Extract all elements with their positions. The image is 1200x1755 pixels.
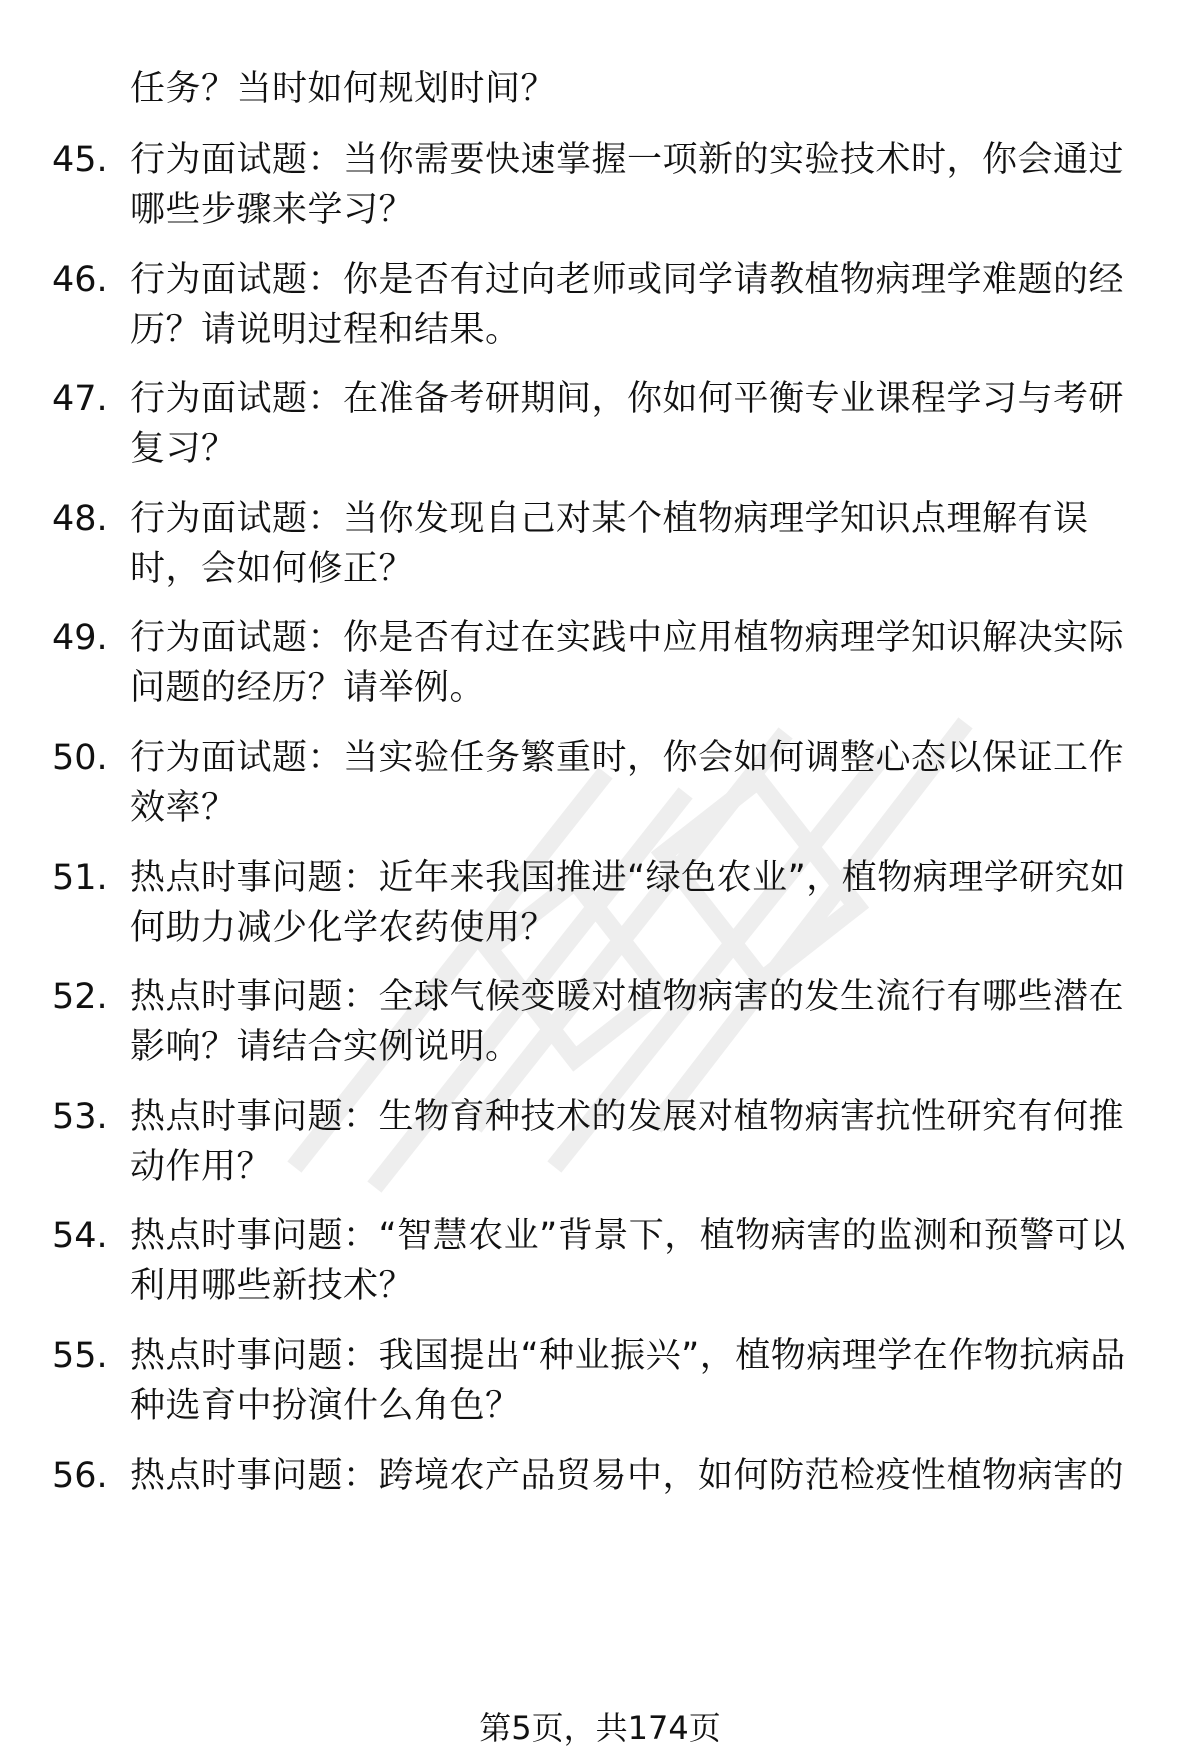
question-continuation: 任务？当时如何规划时间？ bbox=[130, 69, 557, 109]
question-text: 行为面试题：当你需要快速掌握一项新的实验技术时，你会通过哪些步骤来学习？ bbox=[130, 140, 1125, 230]
question-item bbox=[0, 972, 1200, 1072]
question-number: 51. bbox=[52, 857, 108, 898]
question-number: 48. bbox=[52, 498, 108, 539]
question-item bbox=[0, 494, 1200, 594]
question-item bbox=[0, 1211, 1200, 1311]
question-item bbox=[0, 613, 1200, 713]
question-number: 52. bbox=[52, 977, 108, 1018]
question-text: 热点时事问题：“智慧农业”背景下，植物病害的监测和预警可以利用哪些新技术？ bbox=[130, 1216, 1126, 1307]
question-number: 50. bbox=[52, 738, 108, 778]
question-item bbox=[0, 733, 1200, 833]
question-item bbox=[0, 1331, 1200, 1431]
question-text: 热点时事问题：跨境农产品贸易中，如何防范检疫性植物病害的 bbox=[130, 1455, 1125, 1496]
question-item bbox=[0, 374, 1200, 474]
question-item bbox=[0, 135, 1200, 235]
question-text: 热点时事问题：生物育种技术的发展对植物病害抗性研究有何推动作用？ bbox=[130, 1096, 1125, 1187]
question-item bbox=[0, 853, 1200, 953]
question-number: 56. bbox=[52, 1455, 108, 1496]
question-text: 热点时事问题：我国提出“种业振兴”，植物病理学在作物抗病品种选育中扮演什么角色？ bbox=[130, 1336, 1126, 1426]
question-text: 行为面试题：当你发现自己对某个植物病理学知识点理解有误时，会如何修正？ bbox=[130, 498, 1089, 589]
page-number-footer: 第5页，共174页 bbox=[479, 1709, 721, 1747]
question-number: 45. bbox=[52, 140, 108, 180]
question-number: 54. bbox=[52, 1216, 108, 1257]
question-text: 行为面试题：在准备考研期间，你如何平衡专业课程学习与考研复习？ bbox=[130, 379, 1125, 470]
question-text: 热点时事问题：全球气候变暖对植物病害的发生流行有哪些潜在影响？请结合实例说明。 bbox=[130, 977, 1125, 1068]
question-number: 55. bbox=[52, 1336, 108, 1376]
question-text: 行为面试题：你是否有过在实践中应用植物病理学知识解决实际问题的经历？请举例。 bbox=[130, 618, 1125, 709]
question-text: 热点时事问题：近年来我国推进“绿色农业”，植物病理学研究如何助力减少化学农药使用？ bbox=[130, 857, 1126, 948]
question-item bbox=[0, 1451, 1200, 1551]
question-number: 53. bbox=[52, 1096, 108, 1137]
question-text: 行为面试题：当实验任务繁重时，你会如何调整心态以保证工作效率？ bbox=[130, 738, 1125, 828]
question-number: 46. bbox=[52, 259, 108, 300]
question-text: 行为面试题：你是否有过向老师或同学请教植物病理学难题的经历？请说明过程和结果。 bbox=[130, 259, 1125, 350]
question-number: 47. bbox=[52, 379, 108, 420]
question-item bbox=[0, 1092, 1200, 1192]
question-item bbox=[0, 255, 1200, 355]
question-number: 49. bbox=[52, 618, 108, 659]
